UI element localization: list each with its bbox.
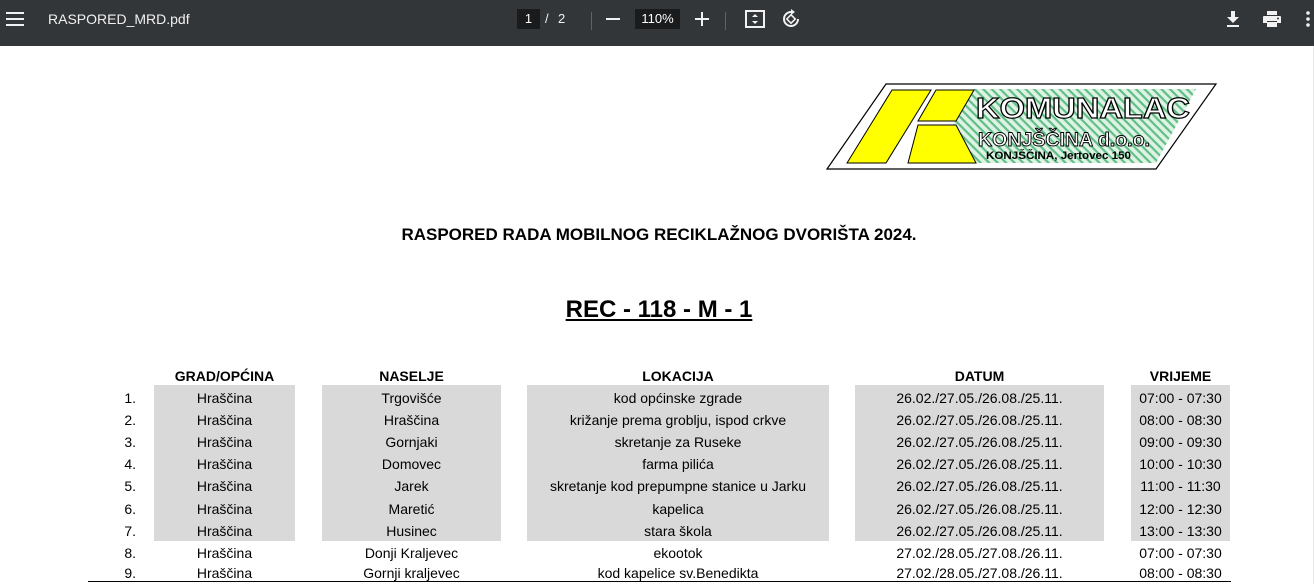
table-row: [0, 542, 1314, 564]
logo-name: KOMUNALAC: [976, 93, 1191, 125]
cell-lokacija: skretanje kod prepumpne stanice u Jarku: [549, 478, 807, 494]
rotate-button[interactable]: [780, 8, 802, 30]
download-icon: [1226, 11, 1240, 27]
header-vrijeme: VRIJEME: [1149, 368, 1212, 384]
header-lokacija: LOKACIJA: [642, 368, 714, 384]
cell-grad: Hraščina: [196, 545, 253, 561]
row-number: 4.: [124, 456, 136, 472]
row-number: 3.: [124, 434, 136, 450]
menu-button[interactable]: [2, 7, 28, 31]
document-heading: RASPORED RADA MOBILNOG RECIKLAŽNOG DVORIŠTA 2024.: [401, 225, 917, 244]
cell-naselje: Domovec: [381, 456, 442, 472]
cell-datum: 26.02./27.05./26.08./25.11.: [896, 501, 1063, 517]
header-grad-opcina: GRAD/OPĆINA: [174, 368, 275, 384]
table-row: [0, 475, 1314, 497]
cell-datum: 27.02./28.05./27.08./26.11.: [896, 565, 1063, 581]
page-number-input[interactable]: 1: [517, 9, 540, 29]
document-code: REC - 118 - M - 1: [565, 296, 753, 323]
cell-vrijeme: 08:00 - 08:30: [1139, 412, 1222, 428]
cell-datum: 27.02./28.05./27.08./26.11.: [896, 545, 1063, 561]
download-button[interactable]: [1222, 8, 1244, 30]
cell-grad: Hraščina: [196, 456, 253, 472]
cell-grad: Hraščina: [196, 565, 253, 581]
cell-lokacija: stara škola: [644, 523, 712, 539]
print-button[interactable]: [1261, 8, 1283, 30]
cell-datum: 26.02./27.05./26.08./25.11.: [896, 412, 1063, 428]
cell-vrijeme: 12:00 - 12:30: [1139, 501, 1222, 517]
print-icon: [1263, 11, 1281, 27]
cell-grad: Hraščina: [196, 523, 253, 539]
cell-lokacija: skretanje za Ruseke: [614, 434, 742, 450]
cell-naselje: Jarek: [394, 478, 429, 494]
cell-lokacija: kapelica: [652, 501, 704, 517]
zoom-level-input[interactable]: 110%: [635, 9, 680, 29]
cell-datum: 26.02./27.05./26.08./25.11.: [896, 390, 1063, 406]
table-row: [0, 498, 1314, 520]
pdf-toolbar: [0, 0, 1314, 46]
cell-datum: 26.02./27.05./26.08./25.11.: [896, 456, 1063, 472]
cell-vrijeme: 13:00 - 13:30: [1139, 523, 1222, 539]
cell-naselje: Husinec: [386, 523, 437, 539]
cell-vrijeme: 11:00 - 11:30: [1140, 478, 1221, 494]
cell-grad: Hraščina: [196, 390, 253, 406]
more-icon: [1306, 11, 1310, 27]
table-row: [0, 453, 1314, 475]
cell-grad: Hraščina: [196, 501, 253, 517]
rotate-icon: [781, 9, 801, 29]
zoom-out-icon: [606, 12, 620, 26]
total-pages: 2: [558, 11, 566, 26]
table-row: [0, 431, 1314, 453]
cell-grad: Hraščina: [196, 478, 253, 494]
header-datum: DATUM: [954, 368, 1005, 384]
cell-grad: Hraščina: [196, 412, 253, 428]
row-number: 7.: [124, 523, 136, 539]
header-naselje: NASELJE: [379, 368, 444, 384]
row-number: 8.: [124, 545, 136, 561]
fit-to-page-button[interactable]: [744, 8, 766, 30]
zoom-in-button[interactable]: [691, 8, 713, 30]
cell-vrijeme: 10:00 - 10:30: [1139, 456, 1222, 472]
cell-vrijeme: 07:00 - 07:30: [1139, 545, 1222, 561]
zoom-out-button[interactable]: [602, 8, 624, 30]
cell-datum: 26.02./27.05./26.08./25.11.: [896, 434, 1063, 450]
cell-datum: 26.02./27.05./26.08./25.11.: [896, 478, 1063, 494]
cell-vrijeme: 08:00 - 08:30: [1139, 565, 1222, 581]
zoom-in-icon: [695, 12, 709, 26]
cell-naselje: Trgovišće: [381, 390, 442, 406]
toolbar-divider: [591, 12, 592, 30]
cell-vrijeme: 09:00 - 09:30: [1139, 434, 1222, 450]
row-number: 2.: [124, 412, 136, 428]
fit-page-icon: [745, 10, 765, 28]
cell-lokacija: farma pilića: [642, 456, 714, 472]
row-number: 9.: [124, 565, 136, 581]
cell-datum: 26.02./27.05./26.08./25.11.: [896, 523, 1063, 539]
cell-grad: Hraščina: [196, 434, 253, 450]
table-row: [0, 520, 1314, 542]
logo-subtitle: KONJŠČINA d.o.o.: [978, 130, 1146, 151]
menu-icon: [6, 12, 24, 26]
cell-lokacija: kod općinske zgrade: [613, 390, 743, 406]
table-row: [0, 409, 1314, 431]
row-number: 6.: [124, 501, 136, 517]
row-number: 5.: [124, 478, 136, 494]
table-row: [0, 387, 1314, 409]
toolbar-divider: [725, 12, 726, 30]
table-bottom-border: [88, 581, 1231, 582]
cell-naselje: Gornji kraljevec: [363, 565, 460, 581]
company-logo: [826, 83, 1218, 171]
file-title: RASPORED_MRD.pdf: [48, 11, 190, 27]
cell-lokacija: kod kapelice sv.Benedikta: [597, 565, 759, 581]
more-actions-button[interactable]: [1302, 8, 1314, 30]
logo-address: KONJŠČINA, Jertovec 150: [986, 150, 1124, 162]
cell-naselje: Maretić: [388, 501, 435, 517]
cell-naselje: Gornjaki: [385, 434, 438, 450]
cell-lokacija: ekootok: [653, 545, 703, 561]
page-separator: /: [545, 11, 549, 26]
cell-naselje: Hraščina: [383, 412, 440, 428]
row-number: 1.: [124, 390, 136, 406]
cell-naselje: Donji Kraljevec: [364, 545, 459, 561]
cell-lokacija: križanje prema groblju, ispod crkve: [569, 412, 787, 428]
cell-vrijeme: 07:00 - 07:30: [1139, 390, 1222, 406]
